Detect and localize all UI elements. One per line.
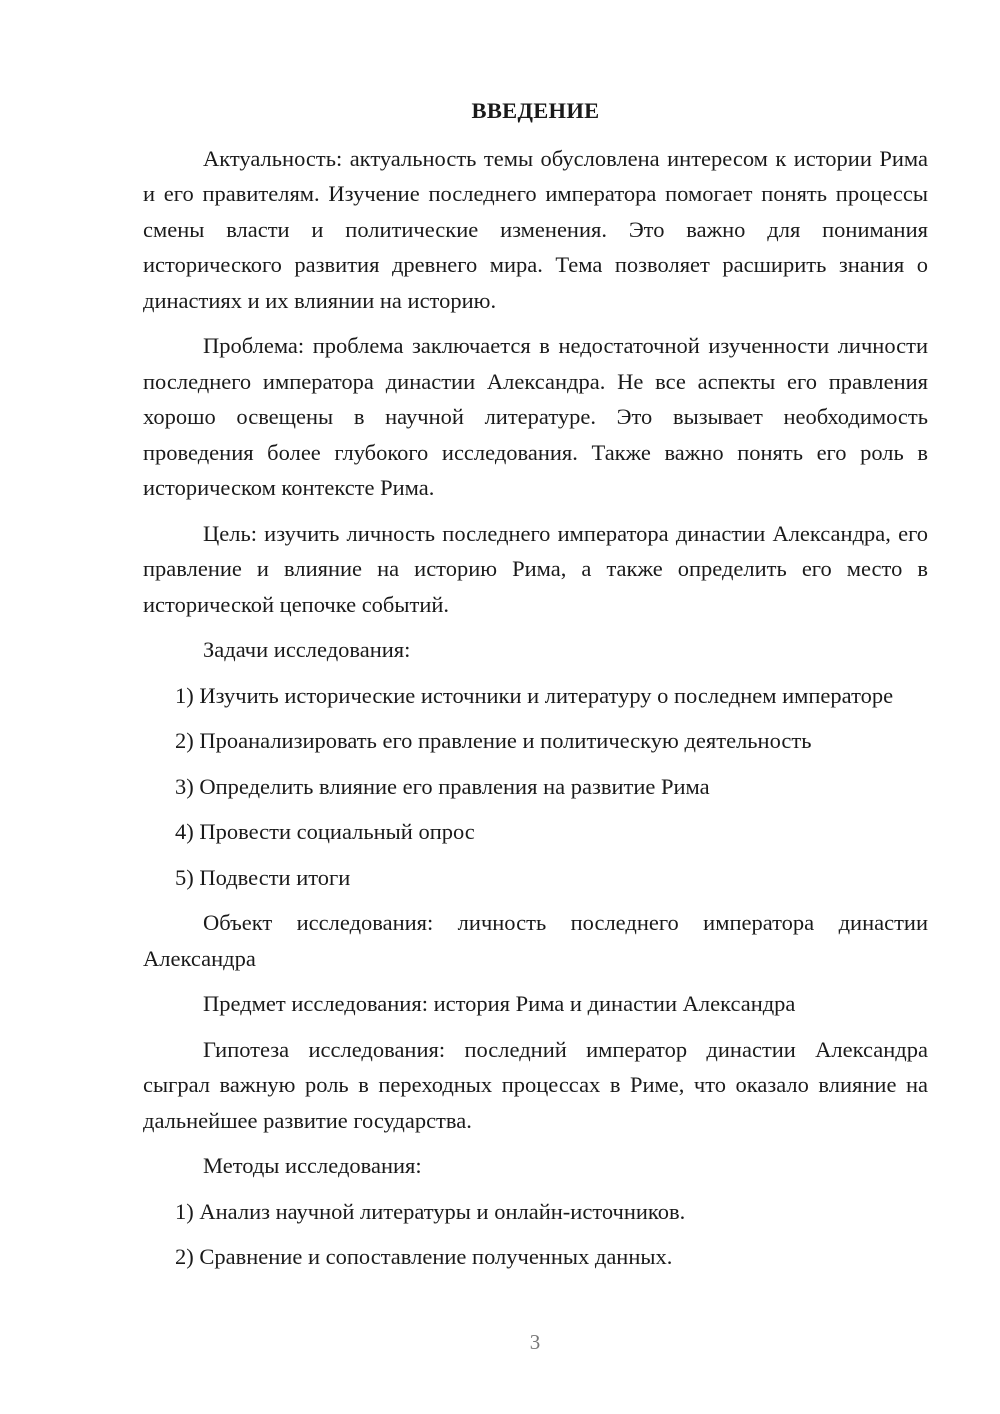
- method-item: 2) Сравнение и сопоставление полученных данных.: [175, 1244, 673, 1269]
- task-item: 3) Определить влияние его правления на развитие Рима: [175, 773, 710, 799]
- goal-paragraph: Цель: изучить личность последнего императора династии Александра, его правление и влияние на историю Рима, а также определить его место в исторической цепочке событий.: [143, 520, 928, 617]
- relevance-paragraph: Актуальность: актуальность темы обусловлена интересом к истории Рима и его правителям. Изучение последнего императора помогает понять процессы смены власти и политические изменения. Это важно для понимания исторического развития древнего мира. Тема позволяет расширить знания о династиях и их влиянии на историю.: [143, 145, 928, 313]
- task-item: 2) Проанализировать его правление и политическую деятельность: [175, 728, 812, 753]
- method-item: 1) Анализ научной литературы и онлайн-источников.: [175, 1198, 686, 1224]
- problem-paragraph: Проблема: проблема заключается в недостаточной изученности личности последнего императора династии Александра. Не все аспекты его правления хорошо освещены в научной литературе. Это вызывает необходимость проведения более глубокого исследования. Также важно понять его роль в историческом контексте Рима.: [143, 333, 928, 500]
- subject-paragraph: Предмет исследования: история Рима и династии Александра: [203, 991, 796, 1016]
- page-number: 3: [529, 1330, 541, 1354]
- hypothesis-paragraph: Гипотеза исследования: последний император династии Александра сыграл важную роль в переходных процессах в Риме, что оказало влияние на дальнейшее развитие государства.: [143, 1036, 928, 1133]
- tasks-label: Задачи исследования:: [203, 637, 411, 662]
- object-paragraph: Объект исследования: личность последнего императора династии Александра: [143, 910, 928, 971]
- methods-label: Методы исследования:: [203, 1153, 422, 1178]
- task-item: 4) Провести социальный опрос: [175, 819, 475, 844]
- section-title: ВВЕДЕНИЕ: [471, 98, 600, 123]
- document-page: [143, 93, 928, 1285]
- task-item: 5) Подвести итоги: [175, 864, 351, 890]
- task-item: 1) Изучить исторические источники и литературу о последнем императоре: [175, 682, 894, 708]
